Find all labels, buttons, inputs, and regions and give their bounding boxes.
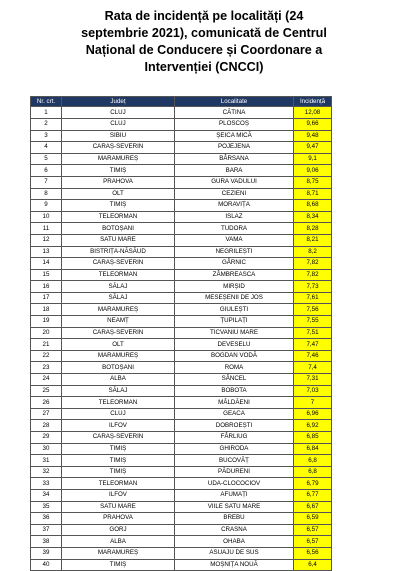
cell-nr: 40	[31, 559, 62, 571]
cell-incidenta: 7,73	[294, 281, 332, 293]
cell-judet: ILFOV	[62, 420, 175, 432]
cell-nr: 36	[31, 513, 62, 525]
row-spacer	[332, 165, 381, 177]
cell-incidenta: 6,85	[294, 432, 332, 444]
cell-localitate: MÂLDĂENI	[175, 397, 294, 409]
row-spacer	[332, 536, 381, 548]
row-spacer	[332, 316, 381, 328]
cell-incidenta: 7,82	[294, 269, 332, 281]
cell-nr: 25	[31, 385, 62, 397]
table-row	[31, 443, 381, 455]
table-row	[31, 165, 381, 177]
table-row	[31, 327, 381, 339]
cell-incidenta: 6,84	[294, 443, 332, 455]
cell-incidenta: 6,96	[294, 408, 332, 420]
cell-localitate: MIRȘID	[175, 281, 294, 293]
row-spacer	[332, 153, 381, 165]
cell-judet: TIMIȘ	[62, 466, 175, 478]
cell-nr: 26	[31, 397, 62, 409]
cell-incidenta: 7,55	[294, 316, 332, 328]
cell-nr: 39	[31, 547, 62, 559]
cell-judet: CLUJ	[62, 408, 175, 420]
cell-judet: ALBA	[62, 536, 175, 548]
row-spacer	[332, 443, 381, 455]
cell-incidenta: 7,47	[294, 339, 332, 351]
cell-localitate: GÂRNIC	[175, 258, 294, 270]
table-row	[31, 269, 381, 281]
cell-localitate: PLOSCOȘ	[175, 118, 294, 130]
row-spacer	[332, 292, 381, 304]
cell-judet: MARAMUREȘ	[62, 304, 175, 316]
incidence-table	[30, 96, 381, 571]
cell-localitate: NEGRILEȘTI	[175, 246, 294, 258]
header-incidenta: Incidență	[294, 97, 332, 107]
cell-judet: SATU MARE	[62, 501, 175, 513]
cell-incidenta: 6,8	[294, 455, 332, 467]
table-row	[31, 478, 381, 490]
cell-localitate: GEACA	[175, 408, 294, 420]
cell-nr: 15	[31, 269, 62, 281]
cell-judet: CLUJ	[62, 118, 175, 130]
header-nr: Nr. crt.	[31, 97, 62, 107]
cell-incidenta: 6,79	[294, 478, 332, 490]
table-row	[31, 211, 381, 223]
table-row	[31, 420, 381, 432]
cell-nr: 17	[31, 292, 62, 304]
cell-judet: BOTOȘANI	[62, 223, 175, 235]
cell-incidenta: 6,77	[294, 489, 332, 501]
table-row	[31, 559, 381, 571]
cell-judet: TIMIȘ	[62, 443, 175, 455]
row-spacer	[332, 466, 381, 478]
cell-judet: TELEORMAN	[62, 211, 175, 223]
cell-judet: CARAȘ-SEVERIN	[62, 432, 175, 444]
table-row	[31, 281, 381, 293]
cell-nr: 37	[31, 524, 62, 536]
cell-nr: 10	[31, 211, 62, 223]
cell-judet: ILFOV	[62, 489, 175, 501]
cell-nr: 32	[31, 466, 62, 478]
cell-judet: CLUJ	[62, 107, 175, 119]
cell-incidenta: 6,56	[294, 547, 332, 559]
cell-incidenta: 7,03	[294, 385, 332, 397]
cell-incidenta: 7,46	[294, 350, 332, 362]
row-spacer	[332, 327, 381, 339]
row-spacer	[332, 234, 381, 246]
cell-nr: 2	[31, 118, 62, 130]
cell-judet: SĂLAJ	[62, 292, 175, 304]
cell-judet: CARAȘ-SEVERIN	[62, 258, 175, 270]
cell-nr: 29	[31, 432, 62, 444]
cell-judet: OLT	[62, 339, 175, 351]
cell-incidenta: 8,28	[294, 223, 332, 235]
cell-localitate: ISLAZ	[175, 211, 294, 223]
cell-incidenta: 8,68	[294, 200, 332, 212]
cell-judet: PRAHOVA	[62, 513, 175, 525]
cell-judet: ALBA	[62, 374, 175, 386]
cell-localitate: UDA-CLOCOCIOV	[175, 478, 294, 490]
cell-judet: TIMIȘ	[62, 200, 175, 212]
row-spacer	[332, 478, 381, 490]
row-spacer	[332, 176, 381, 188]
table-row	[31, 362, 381, 374]
cell-judet: SĂLAJ	[62, 385, 175, 397]
row-spacer	[332, 374, 381, 386]
cell-judet: GORJ	[62, 524, 175, 536]
cell-localitate: ASUAJU DE SUS	[175, 547, 294, 559]
table-row	[31, 316, 381, 328]
title-line-3: Național de Conducere și Coordonare a	[85, 43, 323, 57]
cell-incidenta: 12,08	[294, 107, 332, 119]
cell-localitate: BREBU	[175, 513, 294, 525]
cell-incidenta: 9,06	[294, 165, 332, 177]
title-line-2: septembrie 2021), comunicată de Centrul	[81, 26, 327, 40]
cell-nr: 12	[31, 234, 62, 246]
cell-nr: 5	[31, 153, 62, 165]
cell-incidenta: 9,47	[294, 142, 332, 154]
document-title	[0, 8, 408, 76]
table-row	[31, 432, 381, 444]
table-row	[31, 536, 381, 548]
row-spacer	[332, 513, 381, 525]
cell-localitate: ZÂMBREASCA	[175, 269, 294, 281]
cell-incidenta: 6,67	[294, 501, 332, 513]
cell-incidenta: 6,57	[294, 524, 332, 536]
cell-nr: 35	[31, 501, 62, 513]
header-judet: Județ	[62, 97, 175, 107]
cell-localitate: VIILE SATU MARE	[175, 501, 294, 513]
table-header-row	[31, 97, 381, 107]
cell-incidenta: 7,4	[294, 362, 332, 374]
cell-nr: 23	[31, 362, 62, 374]
cell-localitate: BOGDAN VODĂ	[175, 350, 294, 362]
table-row	[31, 385, 381, 397]
row-spacer	[332, 362, 381, 374]
table-row	[31, 466, 381, 478]
table-row	[31, 118, 381, 130]
cell-nr: 16	[31, 281, 62, 293]
cell-incidenta: 7,56	[294, 304, 332, 316]
table-row	[31, 350, 381, 362]
table-row	[31, 130, 381, 142]
table-row	[31, 200, 381, 212]
cell-incidenta: 7,51	[294, 327, 332, 339]
cell-localitate: GHIRODA	[175, 443, 294, 455]
row-spacer	[332, 142, 381, 154]
table-row	[31, 408, 381, 420]
row-spacer	[332, 118, 381, 130]
cell-judet: PRAHOVA	[62, 176, 175, 188]
cell-judet: OLT	[62, 188, 175, 200]
cell-incidenta: 6,57	[294, 536, 332, 548]
row-spacer	[332, 559, 381, 571]
cell-localitate: BUCOVĂȚ	[175, 455, 294, 467]
cell-localitate: TUDORA	[175, 223, 294, 235]
cell-incidenta: 7,61	[294, 292, 332, 304]
row-spacer	[332, 223, 381, 235]
table-row	[31, 547, 381, 559]
row-spacer	[332, 281, 381, 293]
cell-incidenta: 9,48	[294, 130, 332, 142]
cell-judet: TELEORMAN	[62, 478, 175, 490]
cell-incidenta: 9,1	[294, 153, 332, 165]
cell-judet: TELEORMAN	[62, 269, 175, 281]
cell-judet: MARAMUREȘ	[62, 547, 175, 559]
cell-judet: TELEORMAN	[62, 397, 175, 409]
cell-localitate: MESEȘENII DE JOS	[175, 292, 294, 304]
cell-localitate: FÂRLIUG	[175, 432, 294, 444]
table-row	[31, 188, 381, 200]
cell-judet: BOTOȘANI	[62, 362, 175, 374]
row-spacer	[332, 304, 381, 316]
cell-incidenta: 9,66	[294, 118, 332, 130]
row-spacer	[332, 455, 381, 467]
cell-localitate: AFUMAȚI	[175, 489, 294, 501]
cell-nr: 30	[31, 443, 62, 455]
cell-judet: NEAMȚ	[62, 316, 175, 328]
row-spacer	[332, 397, 381, 409]
cell-localitate: CĂTINA	[175, 107, 294, 119]
row-spacer	[332, 350, 381, 362]
cell-nr: 19	[31, 316, 62, 328]
row-spacer	[332, 339, 381, 351]
cell-localitate: SÂNCEL	[175, 374, 294, 386]
cell-nr: 3	[31, 130, 62, 142]
cell-localitate: TICVANIU MARE	[175, 327, 294, 339]
table-row	[31, 513, 381, 525]
cell-localitate: CRASNA	[175, 524, 294, 536]
cell-nr: 6	[31, 165, 62, 177]
cell-localitate: ȘEICA MICĂ	[175, 130, 294, 142]
cell-localitate: BÂRSANA	[175, 153, 294, 165]
table-row	[31, 258, 381, 270]
row-spacer	[332, 501, 381, 513]
cell-nr: 38	[31, 536, 62, 548]
row-spacer	[332, 547, 381, 559]
row-spacer	[332, 211, 381, 223]
cell-localitate: CEZIENI	[175, 188, 294, 200]
row-spacer	[332, 408, 381, 420]
cell-localitate: OHABA	[175, 536, 294, 548]
cell-incidenta: 8,75	[294, 176, 332, 188]
cell-judet: SIBIU	[62, 130, 175, 142]
row-spacer	[332, 269, 381, 281]
row-spacer	[332, 420, 381, 432]
cell-nr: 21	[31, 339, 62, 351]
cell-incidenta: 8,2	[294, 246, 332, 258]
title-line-4: Intervenției (CNCCI)	[144, 60, 264, 74]
row-spacer	[332, 489, 381, 501]
cell-judet: BISTRIȚA-NĂSĂUD	[62, 246, 175, 258]
cell-localitate: PĂDURENI	[175, 466, 294, 478]
cell-judet: TIMIȘ	[62, 165, 175, 177]
cell-nr: 22	[31, 350, 62, 362]
cell-nr: 8	[31, 188, 62, 200]
row-spacer	[332, 524, 381, 536]
row-spacer	[332, 258, 381, 270]
cell-nr: 13	[31, 246, 62, 258]
cell-judet: MARAMUREȘ	[62, 153, 175, 165]
cell-incidenta: 6,59	[294, 513, 332, 525]
cell-nr: 27	[31, 408, 62, 420]
table-row	[31, 501, 381, 513]
cell-localitate: MOȘNIȚA NOUĂ	[175, 559, 294, 571]
cell-judet: SĂLAJ	[62, 281, 175, 293]
cell-nr: 9	[31, 200, 62, 212]
cell-judet: CARAȘ-SEVERIN	[62, 142, 175, 154]
cell-nr: 11	[31, 223, 62, 235]
table-row	[31, 153, 381, 165]
cell-nr: 7	[31, 176, 62, 188]
header-localitate: Localitate	[175, 97, 294, 107]
cell-judet: TIMIȘ	[62, 455, 175, 467]
cell-localitate: POJEJENA	[175, 142, 294, 154]
cell-incidenta: 8,21	[294, 234, 332, 246]
cell-judet: CARAȘ-SEVERIN	[62, 327, 175, 339]
cell-incidenta: 6,8	[294, 466, 332, 478]
table-row	[31, 339, 381, 351]
cell-localitate: ȚUPILAȚI	[175, 316, 294, 328]
header-spacer	[332, 97, 381, 107]
cell-incidenta: 8,34	[294, 211, 332, 223]
cell-incidenta: 7,31	[294, 374, 332, 386]
table-row	[31, 397, 381, 409]
row-spacer	[332, 200, 381, 212]
cell-localitate: GIULEȘTI	[175, 304, 294, 316]
cell-incidenta: 6,4	[294, 559, 332, 571]
cell-localitate: DEVESELU	[175, 339, 294, 351]
cell-localitate: BARA	[175, 165, 294, 177]
table-row	[31, 246, 381, 258]
cell-localitate: DOBROEȘTI	[175, 420, 294, 432]
table-row	[31, 304, 381, 316]
cell-localitate: BOBOTA	[175, 385, 294, 397]
table-row	[31, 489, 381, 501]
cell-incidenta: 7,82	[294, 258, 332, 270]
table-body	[31, 107, 381, 571]
table-row	[31, 223, 381, 235]
cell-nr: 4	[31, 142, 62, 154]
cell-judet: TIMIȘ	[62, 559, 175, 571]
table-row	[31, 374, 381, 386]
row-spacer	[332, 107, 381, 119]
cell-nr: 24	[31, 374, 62, 386]
cell-nr: 34	[31, 489, 62, 501]
cell-nr: 18	[31, 304, 62, 316]
cell-nr: 1	[31, 107, 62, 119]
cell-incidenta: 8,71	[294, 188, 332, 200]
table-row	[31, 292, 381, 304]
cell-localitate: MORAVIȚA	[175, 200, 294, 212]
cell-incidenta: 6,92	[294, 420, 332, 432]
cell-localitate: VAMA	[175, 234, 294, 246]
row-spacer	[332, 246, 381, 258]
cell-judet: SATU MARE	[62, 234, 175, 246]
cell-nr: 14	[31, 258, 62, 270]
table-row	[31, 234, 381, 246]
cell-nr: 20	[31, 327, 62, 339]
cell-nr: 28	[31, 420, 62, 432]
cell-localitate: GURA VADULUI	[175, 176, 294, 188]
cell-localitate: ROMA	[175, 362, 294, 374]
cell-judet: MARAMUREȘ	[62, 350, 175, 362]
table-row	[31, 176, 381, 188]
title-line-1: Rata de incidență pe localități (24	[104, 9, 304, 23]
row-spacer	[332, 188, 381, 200]
cell-nr: 33	[31, 478, 62, 490]
table-row	[31, 107, 381, 119]
cell-nr: 31	[31, 455, 62, 467]
table-row	[31, 142, 381, 154]
table-row	[31, 455, 381, 467]
row-spacer	[332, 385, 381, 397]
cell-incidenta: 7	[294, 397, 332, 409]
row-spacer	[332, 432, 381, 444]
row-spacer	[332, 130, 381, 142]
table-row	[31, 524, 381, 536]
